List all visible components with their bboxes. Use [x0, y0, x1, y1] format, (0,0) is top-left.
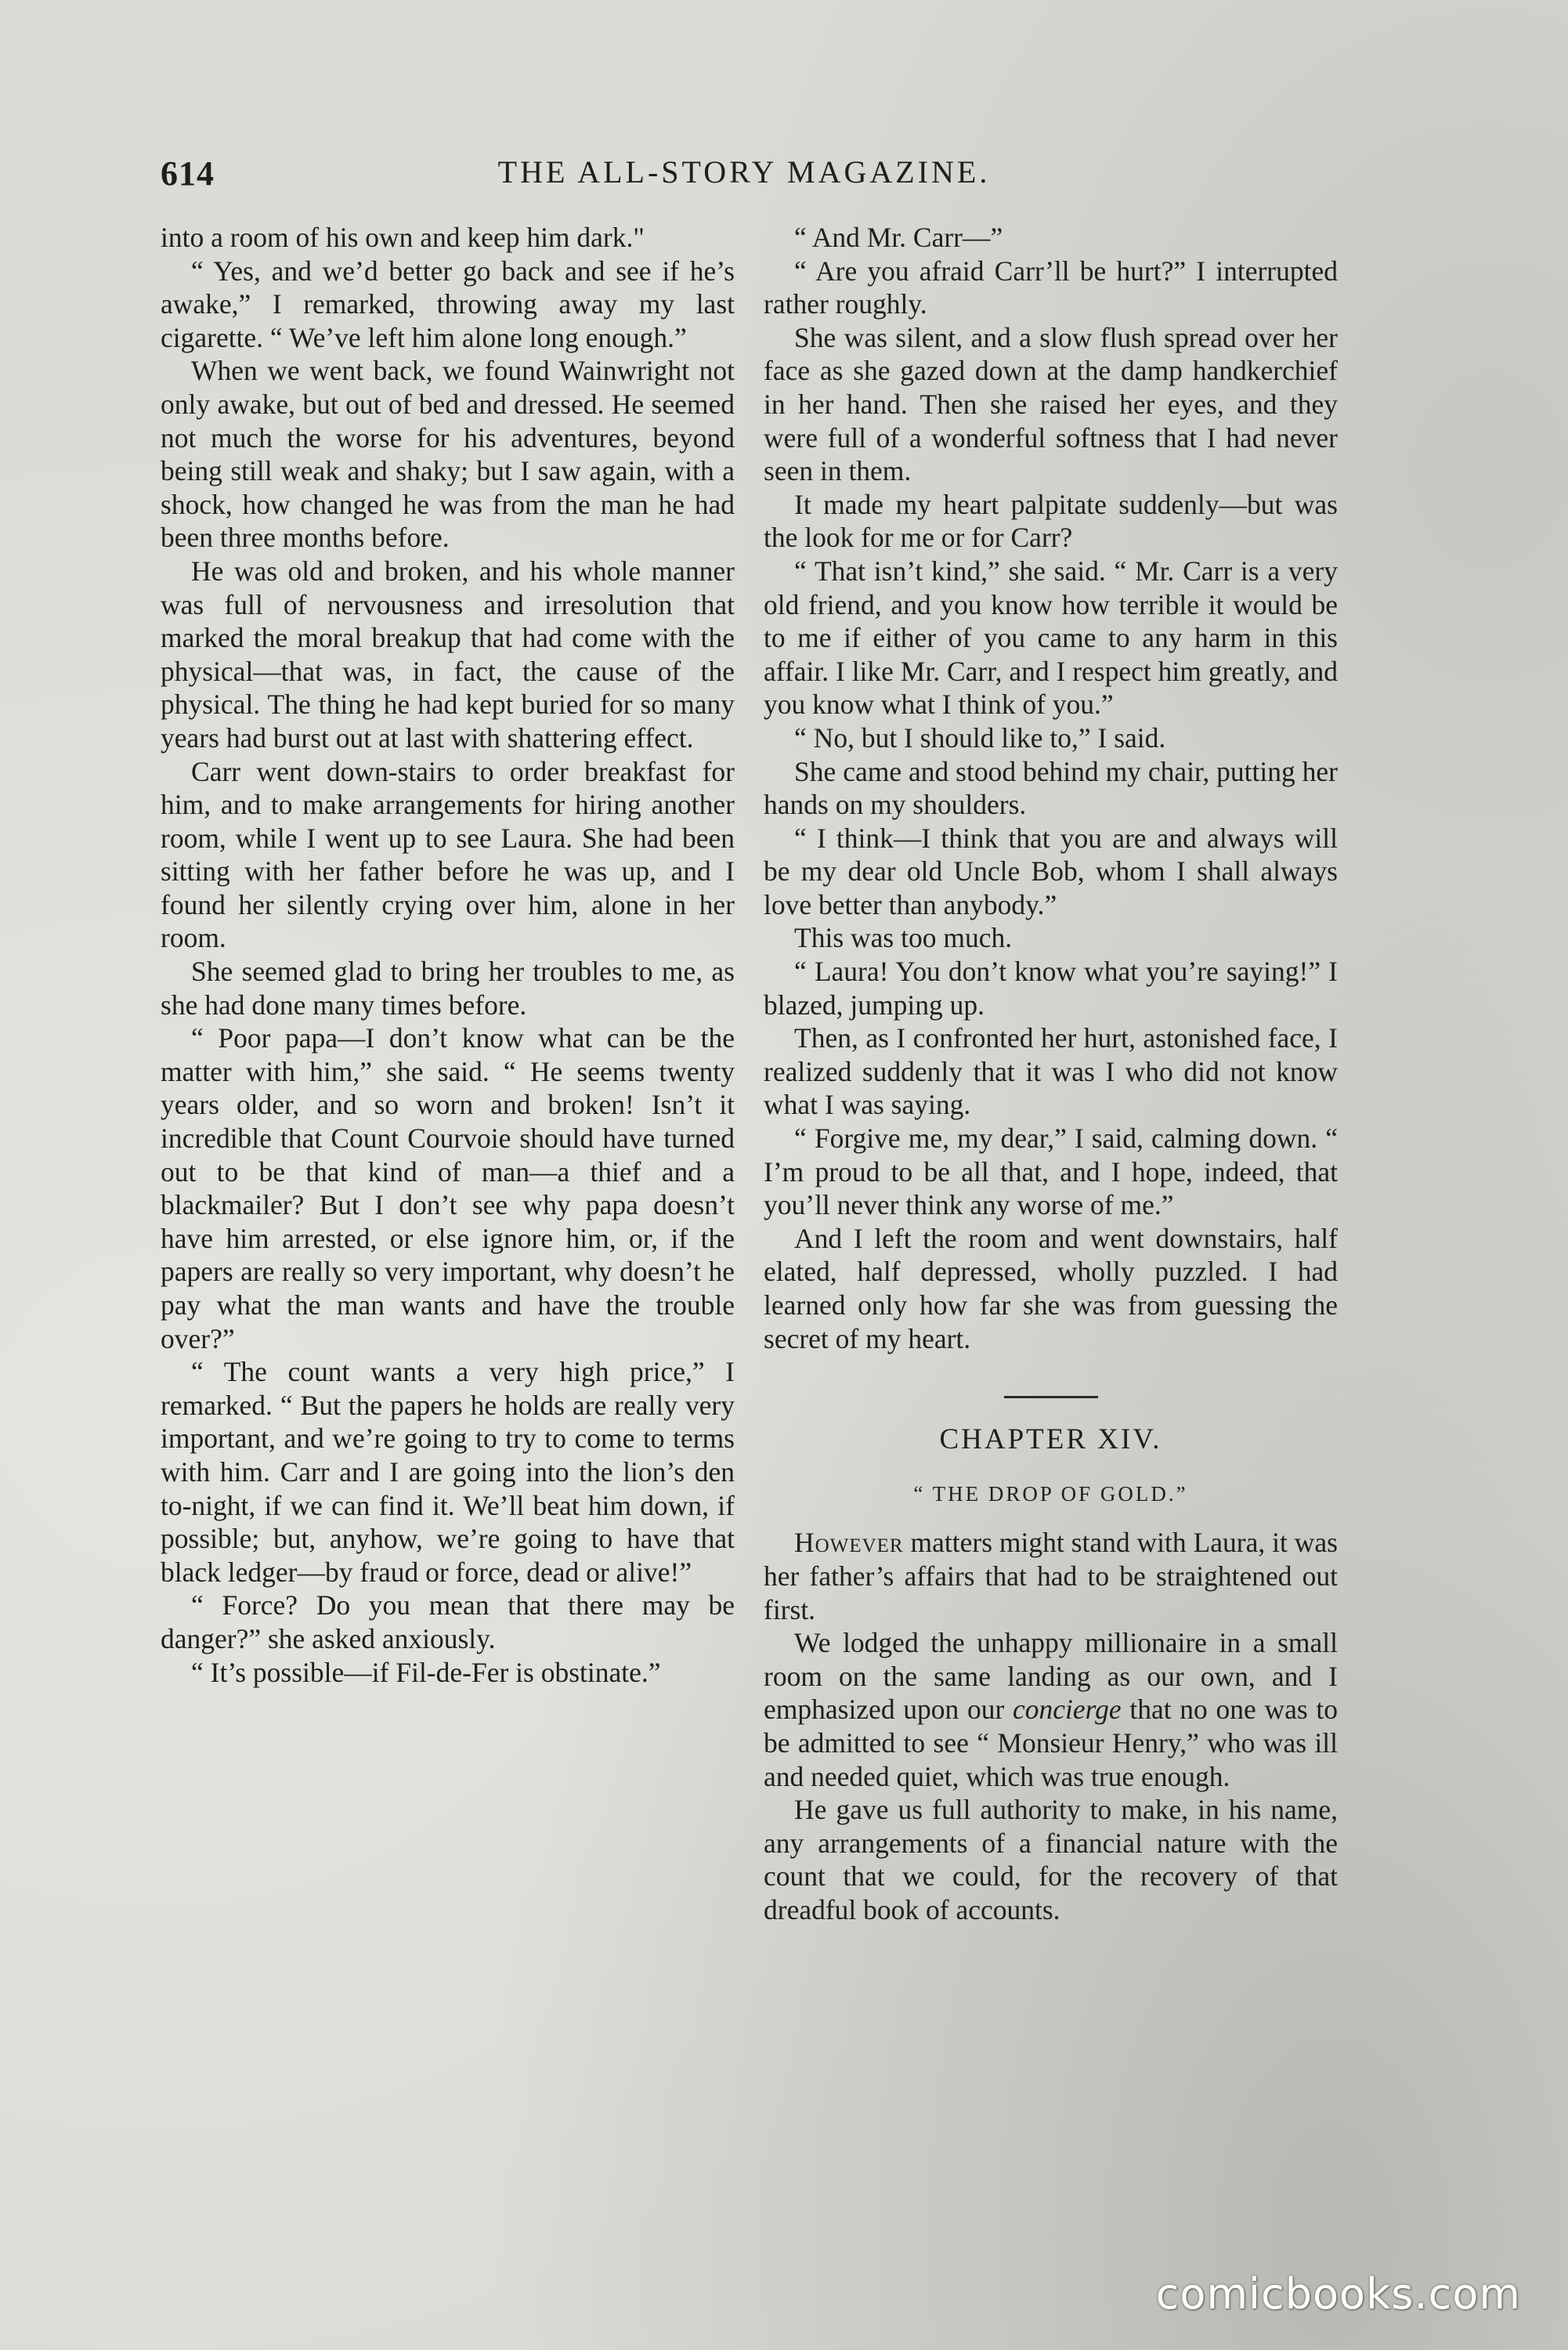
paragraph: “ Laura! You don’t know what you’re saying!” I blazed, jumping up.	[764, 956, 1338, 1021]
paragraph: “ No, but I should like to,” I said.	[794, 721, 1166, 754]
right-column	[764, 221, 1338, 1927]
paragraph: He was old and broken, and his whole manner was full of nervousness and irresolution that marked the moral breakup that had come with the physical—that was, in fact, the cause of the physical. The thing he had kept buried for so many years had burst out at last with shattering effect.	[161, 555, 735, 754]
left-column	[161, 221, 735, 1689]
lead-in-words: However	[794, 1527, 904, 1559]
paragraph-text: that no one was to be admitted to see “ Monsieur Henry,” who was ill and needed quiet, which was true enough.	[764, 1694, 1339, 1792]
section-divider	[1004, 1396, 1098, 1398]
paragraph: “ The count wants a very high price,” I remarked. “ But the papers he holds are really very important, and we’re going to try to come to terms with him. Carr and I are going into the lion’s den to-night, if we can find it. We’ll beat him down, if possible; but, anyhow, we’re going to have that black ledger—by fraud or force, dead or alive!”	[161, 1356, 735, 1588]
paragraph: “ I think—I think that you are and always will be my dear old Uncle Bob, whom I shall always love better than anybody.”	[764, 822, 1338, 920]
paragraph: It made my heart palpitate suddenly—but was the look for me or for Carr?	[764, 488, 1338, 554]
site-watermark: comicbooks.com	[1155, 2269, 1521, 2319]
paragraph: “ It’s possible—if Fil-de-Fer is obstinate.”	[191, 1656, 661, 1688]
paragraph: “ That isn’t kind,” she said. “ Mr. Carr is a very old friend, and you know how terrible it would be to me if either of you came to any harm in this affair. I like Mr. Carr, and I respect him greatly, and you know what I think of you.”	[764, 555, 1338, 721]
paragraph-text: We lodged the unhappy millionaire in a small room on the same landing as our own, and I emphasized upon our	[764, 1627, 1338, 1726]
paragraph: “ Forgive me, my dear,” I said, calming down. “ I’m proud to be all that, and I hope, indeed, that you’ll never think any worse of me.”	[764, 1123, 1338, 1221]
paragraph: He gave us full authority to make, in his name, any arrangements of a financial nature with the count that we could, for the recovery of that dreadful book of accounts.	[764, 1794, 1338, 1925]
page-number: 614	[161, 154, 215, 193]
paragraph: She came and stood behind my chair, putting her hands on my shoulders.	[764, 755, 1338, 821]
paragraph: Then, as I confronted her hurt, astonished face, I realized suddenly that it was I who did not know what I was saying.	[764, 1022, 1338, 1121]
paragraph: She seemed glad to bring her troubles to me, as she had done many times before.	[161, 956, 735, 1021]
paragraph: “ Force? Do you mean that there may be danger?” she asked anxiously.	[161, 1589, 735, 1654]
paragraph: “ Are you afraid Carr’ll be hurt?” I interrupted rather roughly.	[764, 255, 1338, 320]
paragraph: “ And Mr. Carr—”	[794, 222, 1003, 253]
paragraph: Carr went down-stairs to order breakfast for him, and to make arrangements for hiring another room, while I went up to see Laura. She had been sitting with her father before he was up, and I found her silently crying over him, alone in her room.	[161, 755, 735, 954]
paragraph: And I left the room and went downstairs, half elated, half depressed, wholly puzzled. I had learned only how far she was from guessing the secret of my heart.	[764, 1222, 1338, 1354]
paragraph: “ Yes, and we’d better go back and see if he’s awake,” I remarked, throwing away my last cigarette. “ We’ve left him alone long enough.”	[161, 255, 735, 353]
italic-term: concierge	[1013, 1694, 1122, 1726]
paragraph	[764, 1526, 1338, 1626]
page-header	[161, 154, 1328, 201]
chapter-heading: CHAPTER XIV.	[939, 1423, 1162, 1456]
paragraph: into a room of his own and keep him dark."	[161, 222, 645, 253]
running-head: THE ALL-STORY MAGAZINE.	[497, 154, 991, 190]
paragraph-text: matters might stand with Laura, it was her father’s affairs that had to be straightened out first.	[764, 1527, 1338, 1625]
paragraph: She was silent, and a slow flush spread over her face as she gazed down at the damp handkerchief in her hand. Then she raised her eyes, and they were full of a wonderful softness that I had never seen in them.	[764, 321, 1338, 487]
paragraph: When we went back, we found Wainwright not only awake, but out of bed and dressed. He seemed not much the worse for his adventures, beyond being still weak and shaky; but I saw again, with a shock, how changed he was from the man he had been three months before.	[161, 355, 735, 554]
paragraph: “ Poor papa—I don’t know what can be the matter with him,” she said. “ He seems twenty years older, and so worn and broken! Isn’t it incredible that Count Courvoie should have turned out to be that kind of man—a thief and a blackmailer? But I don’t see why papa doesn’t have him arrested, or else ignore him, or, if the papers are really so very important, why doesn’t he pay what the man wants and have the trouble over?”	[161, 1022, 735, 1354]
chapter-subtitle: “ THE DROP OF GOLD.”	[913, 1481, 1188, 1506]
paragraph: This was too much.	[794, 922, 1013, 954]
paragraph	[764, 1626, 1338, 1793]
